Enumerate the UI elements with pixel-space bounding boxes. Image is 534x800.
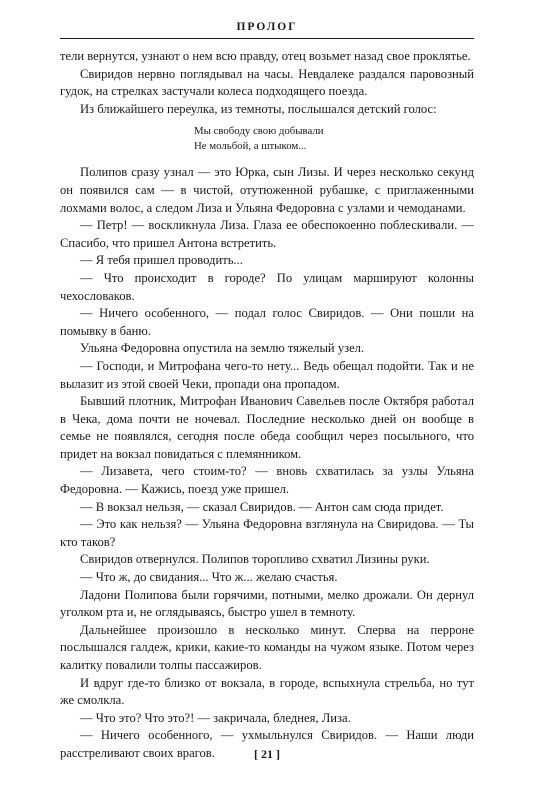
paragraph: — Что происходит в городе? По улицам маршируют колонны чехословаков. <box>60 270 474 303</box>
running-header <box>60 20 474 39</box>
paragraph: — Что это? Что это?! — закричала, бледнея, Лиза. <box>80 710 351 725</box>
paragraph: Полипов сразу узнал — это Юрка, сын Лизы. И через несколько секунд он появился сам — в чистой, отутюженной рубашке, с приглаженными лохмами волос, а следом Лиза и Ульяна Федоровна с узлами и чемоданами. <box>60 165 474 215</box>
paragraph: — Это как нельзя? — Ульяна Федоровна взглянула на Свиридова. — Ты кто таков? <box>60 517 474 549</box>
chapter-title: ПРОЛОГ <box>236 21 298 33</box>
poem-quote <box>194 124 474 154</box>
page-body <box>60 48 474 763</box>
paragraph: Из ближайшего переулка, из темноты, послышался детский голос: <box>80 101 437 116</box>
paragraph: Дальнейшее произошло в несколько минут. Сперва на перроне послышался галдеж, крики, какие-то команды на чужом языке. Потом через калитку повалили толпы пассажиров. <box>60 622 474 672</box>
poem-line: Мы свободу свою добывали <box>194 125 324 138</box>
paragraph: — Петр! — воскликнула Лиза. Глаза ее обеспокоенно поблескивали. — Спасибо, что пришел Антона встретить. <box>60 218 474 250</box>
paragraph: — Я тебя пришел проводить... <box>80 253 243 268</box>
paragraph: Свиридов нервно поглядывал на часы. Невдалеке раздался паровозный гудок, на стрелках застучали колеса подходящего поезда. <box>60 66 474 99</box>
paragraph: тели вернутся, узнают о нем всю правду, отец возьмет назад свое проклятье. <box>60 49 471 63</box>
paragraph: И вдруг где-то близко от вокзала, в городе, вспыхнула стрельба, но тут же смолкла. <box>60 675 474 708</box>
paragraph: Бывший плотник, Митрофан Иванович Савельев после Октября работал в Чека, дома почти не ночевал. Последние несколько дней он вообще в семье не появлялся, сегодня после обеда сообщил через посыльного, что придет на вокзал повидаться с племянником. <box>60 394 474 461</box>
paragraph: — Ничего особенного, — ухмыльнулся Свиридов. — Наши люди расстреливают своих врагов. <box>60 728 474 760</box>
poem-line: Не мольбой, а штыком... <box>194 140 307 153</box>
page-number: [ 21 ] <box>254 747 280 761</box>
paragraph: — В вокзал нельзя, — сказал Свиридов. — Антон сам сюда придет. <box>80 499 444 514</box>
paragraph: — Лизавета, чего стоим-то? — вновь схватилась за узлы Ульяна Федоровна. — Кажись, поезд уже пришел. <box>60 464 474 497</box>
paragraph: Свиридов отвернулся. Полипов торопливо схватил Лизины руки. <box>80 552 430 567</box>
paragraph: Ладони Полипова были горячими, потными, мелко дрожали. Он дернул уголком рта и, не оглядываясь, быстро ушел в темноту. <box>60 587 474 620</box>
paragraph: — Что ж, до свидания... Что ж... желаю счастья. <box>80 570 338 585</box>
header-rule <box>60 38 474 39</box>
paragraph: — Господи, и Митрофана чего-то нету... Ведь обещал подойти. Так и не вылазит из этой своей Чеки, пропади она пропадом. <box>60 358 474 391</box>
paragraph: Ульяна Федоровна опустила на землю тяжелый узел. <box>80 341 365 356</box>
paragraph: — Ничего особенного, — подал голос Свиридов. — Они пошли на помывку в баню. <box>60 306 474 338</box>
